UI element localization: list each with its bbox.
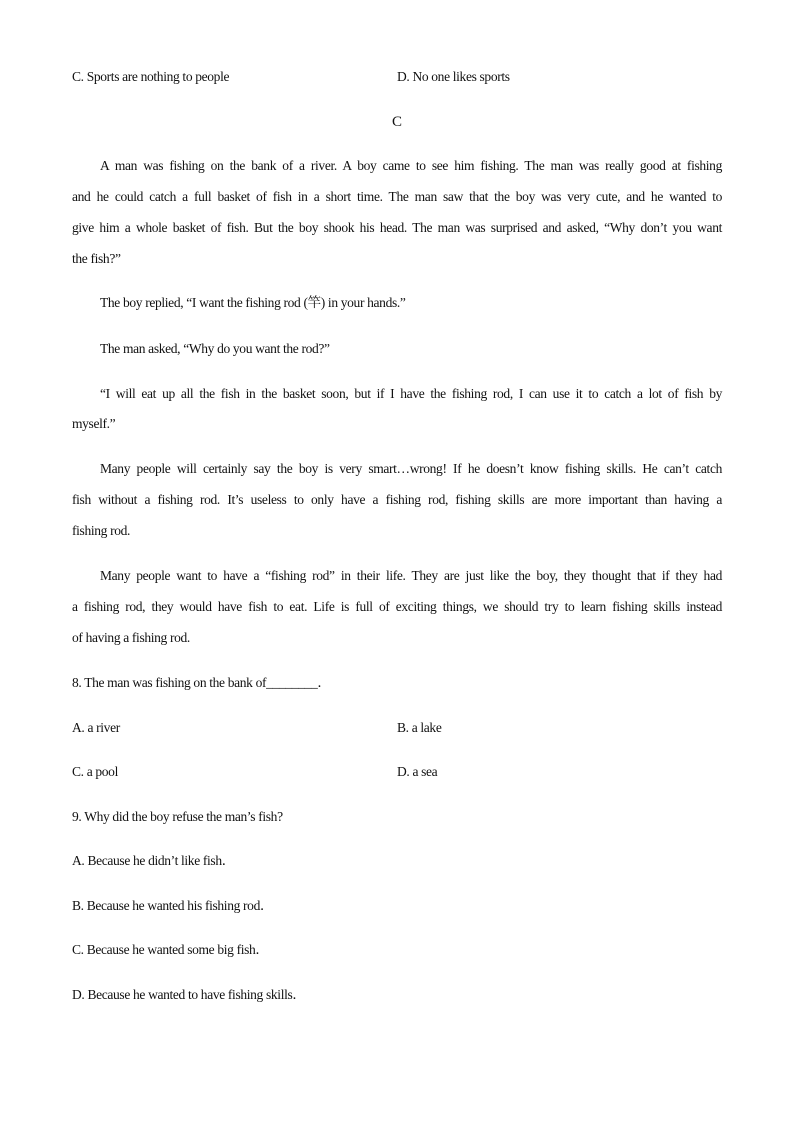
passage-p5-line1: Many people will certainly say the boy is very smart…wrong! If he doesn’t know fishing skills. He can’t catch <box>100 461 722 476</box>
passage-p6-line2: a fishing rod, they would have fish to eat. Life is full of exciting things, we should try to learn fishing skills instead <box>72 599 722 614</box>
question-8-option-a: A. a river <box>72 720 120 735</box>
passage-p1-line3: give him a whole basket of fish. But the boy shook his head. The man was surprised and asked, “Why don’t you want <box>72 220 722 235</box>
question-8-stem: 8. The man was fishing on the bank of________． <box>72 675 331 690</box>
question-9-option-c: C. Because he wanted some big fish． <box>72 942 269 957</box>
passage-p4-line1: “I will eat up all the fish in the basket soon, but if I have the fishing rod, I can use it to catch a lot of fish by <box>100 386 722 401</box>
question-8-option-b: B. a lake <box>397 720 442 735</box>
question-8-option-c: C. a pool <box>72 764 118 779</box>
question-8-option-d: D. a sea <box>397 764 438 779</box>
passage-p6-line1: Many people want to have a “fishing rod” in their life. They are just like the boy, they thought that if they had <box>100 568 722 583</box>
question-9-option-b: B. Because he wanted his fishing rod． <box>72 898 274 913</box>
prev-option-c: C. Sports are nothing to people <box>72 69 230 84</box>
prev-option-d: D. No one likes sports <box>397 69 510 84</box>
section-title: C <box>391 114 402 130</box>
passage-p5-line3: fishing rod. <box>72 523 131 538</box>
passage-p5-line2: fish without a fishing rod. It’s useless to only have a fishing rod, fishing skills are more important than having a <box>72 492 722 507</box>
question-9-stem: 9. Why did the boy refuse the man’s fish? <box>72 809 283 824</box>
passage-p1-line1: A man was fishing on the bank of a river. A boy came to see him fishing. The man was really good at fishing <box>100 158 722 173</box>
passage-p6-line3: of having a fishing rod. <box>72 630 190 645</box>
passage-p1-line4: the fish?” <box>72 251 121 266</box>
passage-p1-line2: and he could catch a full basket of fish in a short time. The man saw that the boy was very cute, and he wanted to <box>72 189 722 204</box>
passage-p4-line2: myself.” <box>72 416 116 431</box>
passage-p3: The man asked, “Why do you want the rod?” <box>100 341 330 356</box>
question-9-option-d: D. Because he wanted to have fishing skills． <box>72 987 306 1002</box>
question-9-option-a: A. Because he didn’t like fish． <box>72 853 235 868</box>
passage-p2: The boy replied, “I want the fishing rod (竿) in your hands.” <box>100 295 406 310</box>
